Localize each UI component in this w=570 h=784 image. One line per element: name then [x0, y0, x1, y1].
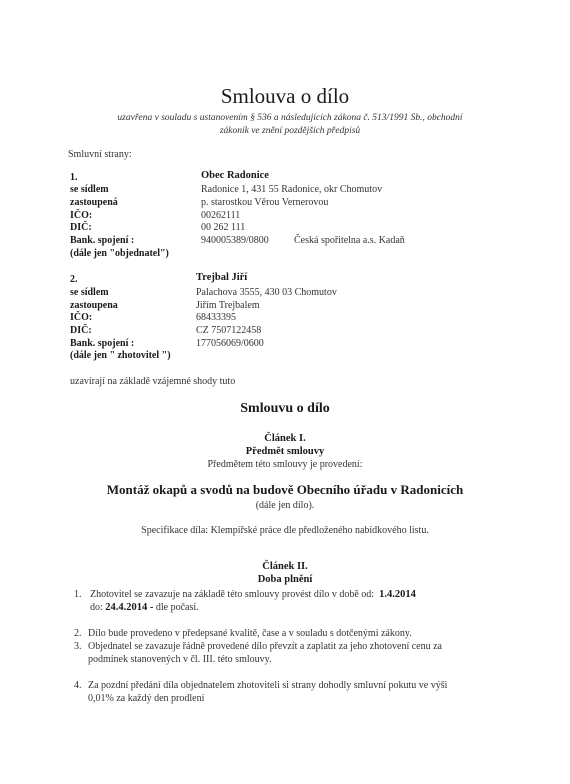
party1-value-seat: Radonice 1, 431 55 Radonice, okr Chomutov: [201, 184, 383, 195]
article1-work: Montáž okapů a svodů na budově Obecního úřadu v Radonicích: [106, 482, 464, 497]
article2-item1-line2-post: dle počasí.: [155, 602, 199, 613]
document-title: Smlouva o dílo: [220, 84, 350, 108]
party2-value-representative: Jiřím Trejbalem: [196, 300, 260, 311]
article2-item2-text: Dílo bude provedeno v předepsané kvalitě, čase a v souladu s dotčenými zákony.: [88, 628, 412, 639]
article2-item1-line2: [90, 602, 199, 613]
article1-intro: Předmětem této smlouvy je provedení:: [207, 459, 363, 470]
party1-name: Obec Radonice: [201, 170, 269, 181]
party2-value-dic: CZ 7507122458: [196, 325, 262, 336]
party1-label-ico: IČO:: [70, 210, 93, 221]
subtitle-line-1: uzavřena v souladu s ustanovením § 536 a následujících zákona č. 513/1991 Sb., obchodní: [117, 113, 463, 123]
party1-bank-name: Česká spořitelna a.s. Kadaň: [294, 235, 405, 246]
party2-alias: (dále jen " zhotovitel "): [70, 350, 171, 361]
article1-number: Článek I.: [264, 433, 306, 444]
party2-value-ico: 68433395: [196, 312, 236, 323]
party2-label-bank: Bank. spojení :: [70, 338, 135, 349]
article1-work-alias: (dále jen dílo).: [255, 500, 315, 511]
article2-item1-line1: [90, 589, 416, 600]
party1-value-bank: 940005389/0800: [201, 235, 269, 246]
article1-title: Předmět smlouvy: [245, 446, 325, 457]
contract-heading: Smlouvu o dílo: [240, 401, 330, 416]
document-subtitle: [40, 112, 540, 138]
party2-number: 2.: [70, 274, 78, 285]
party1-alias: (dále jen "objednatel"): [70, 248, 169, 259]
party1-number: 1.: [70, 172, 78, 183]
party2-value-bank: 177056069/0600: [196, 338, 264, 349]
party2-label-dic: DIČ:: [70, 325, 92, 336]
article2-item3-number: 3.: [74, 641, 82, 652]
party1-value-dic: 00 262 111: [201, 222, 246, 233]
article2-number: Článek II.: [262, 561, 308, 572]
party1-label-representative: zastoupená: [70, 197, 118, 208]
article2-item1-text: Zhotovitel se zavazuje na základě této smlouvy provést dílo v době od:: [90, 589, 375, 600]
party2-value-seat: Palachova 3555, 430 03 Chomutov: [196, 287, 337, 298]
party1-label-seat: se sídlem: [70, 184, 109, 195]
article2-item4-number: 4.: [74, 680, 82, 691]
party1-label-bank: Bank. spojení :: [70, 235, 135, 246]
article1-specification: Specifikace díla: Klempířské práce dle předloženého nabídkového listu.: [141, 525, 429, 536]
party1-label-dic: DIČ:: [70, 222, 92, 233]
party2-label-representative: zastoupena: [70, 300, 118, 311]
article2-item1-number: 1.: [74, 589, 82, 600]
party2-label-ico: IČO:: [70, 312, 93, 323]
article2-item3-line1: Objednatel se zavazuje řádně provedené dílo převzít a zaplatit za jeho zhotovení cenu za: [88, 641, 442, 652]
party1-value-ico: 00262111: [201, 210, 241, 221]
subtitle-line-2: zákoník ve znění pozdějších předpisů: [219, 126, 361, 136]
article2-item1-date-to: 24.4.2014 -: [105, 602, 154, 613]
article2-item4-line2: 0,01% za každý den prodlení: [88, 693, 205, 704]
article2-title: Doba plnění: [257, 574, 313, 585]
party2-label-seat: se sídlem: [70, 287, 109, 298]
article2-item2-number: 2.: [74, 628, 82, 639]
parties-heading: Smluvní strany:: [68, 149, 132, 160]
party1-value-representative: p. starostkou Věrou Vernerovou: [201, 197, 329, 208]
agreement-text: uzavírají na základě vzájemné shody tuto: [70, 376, 236, 387]
party2-name: Trejbal Jiří: [196, 272, 248, 283]
article2-item3-line2: podmínek stanovených v čl. III. této smlouvy.: [88, 654, 272, 665]
article2-item4-line1: Za pozdní předání díla objednatelem zhotoviteli si strany dohodly smluvní pokutu ve výši: [88, 680, 448, 691]
article2-item1-date-from: 1.4.2014: [379, 589, 416, 600]
article2-item1-line2-pre: do:: [90, 602, 103, 613]
